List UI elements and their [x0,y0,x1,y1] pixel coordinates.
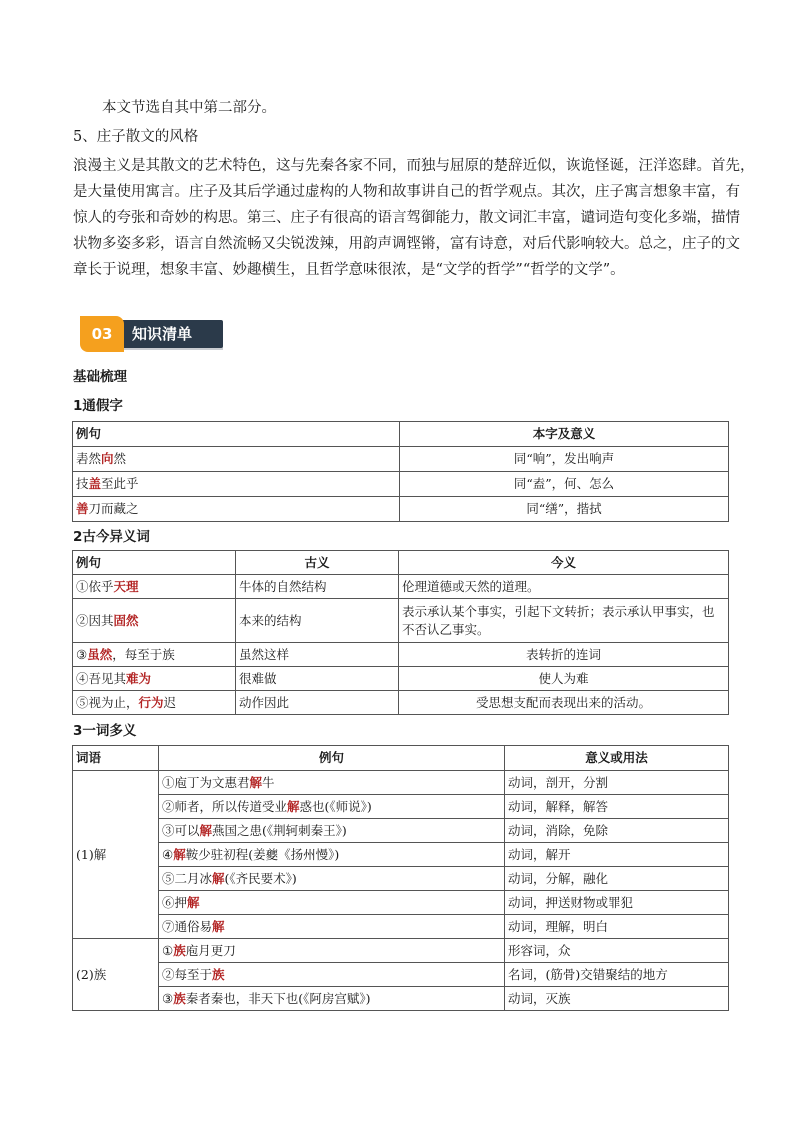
header-cell: 词语 [73,746,159,771]
example-text: 砉然 [76,451,102,466]
meaning-cell: 动词，消除，免除 [505,819,729,843]
example-text: ①庖丁为文惠君 [162,774,250,790]
modern-meaning-cell: 伦理道德或天然的道理。 [399,575,729,599]
example-cell [73,472,400,497]
example-text: 牛 [262,774,275,790]
example-text: 然 [113,451,127,466]
header-cell: 例句 [159,746,505,771]
example-cell [159,843,505,867]
word-cell: (2)族 [73,939,159,1011]
paragraph-line: 惊人的夸张和奇妙的构思。第三、庄子有很高的语言驾御能力，散文词汇丰富，谴词造句变化多端，描情 [73,210,740,226]
example-cell [73,575,236,599]
example-cell [73,691,236,715]
table-row [73,575,729,599]
highlight-word: 行为 [138,694,164,710]
highlight-word: 解 [212,918,225,934]
example-text: 至此乎 [101,476,139,491]
example-text: ②因其 [76,612,114,628]
table-row [73,843,729,867]
meaning-cell: 动词，解释，解答 [505,795,729,819]
meaning-cell: 动词，押送财物或罪犯 [505,891,729,915]
example-cell [159,771,505,795]
header-row [73,422,729,447]
highlight-word: 盖 [88,476,102,491]
highlight-word: 虽然 [87,646,113,662]
yici-heading: 3一词多义 [73,723,137,739]
table-row [73,891,729,915]
meaning-cell: 动词，理解，明白 [505,915,729,939]
example-cell [73,667,236,691]
table-row [73,667,729,691]
example-text: ③ [162,990,174,1006]
example-text: ④吾见其 [76,670,127,686]
highlight-word: 族 [212,966,225,982]
example-text: 庖月更刀 [185,942,236,958]
modern-meaning-cell: 表转折的连词 [399,643,729,667]
highlight-word: 向 [101,451,114,466]
example-cell [159,963,505,987]
intro-line: 本文节选自其中第二部分。 [102,100,276,116]
example-cell [73,497,400,522]
example-text: 迟 [163,694,177,710]
header-cell: 例句 [73,422,400,447]
highlight-word: 解 [287,798,300,814]
header-cell: 例句 [73,551,236,575]
paragraph-line: 章长于说理，想象丰富、妙趣横生，且哲学意味很浓，是“文学的哲学”“哲学的文学”。 [73,262,625,278]
example-cell [159,867,505,891]
example-text: 刀而藏之 [88,501,139,516]
modern-meaning-cell: 受思想支配而表现出来的活动。 [399,691,729,715]
example-text: 惑也(《师说》) [299,798,372,814]
highlight-word: 族 [173,942,186,958]
basics-heading: 基础梳理 [73,369,127,385]
example-cell [159,915,505,939]
modern-meaning-cell: 使人为难 [399,667,729,691]
header-cell: 古义 [236,551,399,575]
example-cell [159,819,505,843]
meaning-cell: 动词，剖开，分割 [505,771,729,795]
example-text: ④ [162,846,174,862]
highlight-word: 天理 [113,578,139,594]
example-text: ① [162,942,174,958]
example-cell [159,795,505,819]
table-row [73,771,729,795]
gujin-table [72,550,729,715]
example-text: ⑤视为止， [76,694,139,710]
highlight-word: 固然 [113,612,139,628]
meaning-cell: 动词，分解，融化 [505,867,729,891]
meaning-cell: 形容词，众 [505,939,729,963]
badge-number: 03 [91,325,113,343]
example-text: ③ [76,646,88,662]
header-cell: 本字及意义 [400,422,729,447]
table-row [73,963,729,987]
table-row [73,447,729,472]
example-cell [159,891,505,915]
paragraph-line: 是大量使用寓言。庄子及其后学通过虚构的人物和故事讲自己的哲学观点。其次，庄子寓言想象丰富，有 [73,184,740,200]
meaning-cell: 名词，(筋骨)交错聚结的地方 [505,963,729,987]
meaning-cell: 同“缮”，揩拭 [400,497,729,522]
example-text: ⑤二月冰 [162,870,213,886]
table-row [73,643,729,667]
example-text: ②师者，所以传道受业 [162,798,288,814]
highlight-word: 解 [199,822,213,838]
example-text: 秦者秦也，非天下也(《阿房宫赋》) [185,990,371,1006]
example-text: 鞍少驻初程(姜夔《扬州慢》) [185,846,340,862]
highlight-word: 解 [212,870,225,886]
highlight-word: 族 [173,990,186,1006]
example-cell [73,643,236,667]
yici-table [72,745,729,1011]
paragraph-line: 状物多姿多彩，语言自然流畅又尖锐泼辣，用韵声调铿锵，富有诗意，对后代影响较大。总之，庄子的文 [73,236,740,252]
example-cell [73,447,400,472]
section-heading: 5、庄子散文的风格 [73,129,199,145]
ancient-meaning-cell: 牛体的自然结构 [236,575,399,599]
header-row [73,551,729,575]
example-cell [73,599,236,643]
section-badge [80,316,223,352]
example-text: ②每至于 [162,966,213,982]
example-cell [159,939,505,963]
word-cell: (1)解 [73,771,159,939]
table-row [73,599,729,643]
table-row [73,987,729,1011]
style-paragraph [73,153,755,283]
example-text: ③可以 [162,822,200,838]
example-cell [159,987,505,1011]
example-text: ，每至于族 [112,646,175,662]
table-row [73,915,729,939]
paragraph-line: 浪漫主义是其散文的艺术特色，这与先秦各家不同，而独与屈原的楚辞近似，诙诡怪诞，汪洋恣肆。首先， [73,158,755,174]
ancient-meaning-cell: 很难做 [236,667,399,691]
tongjia-table [72,421,729,522]
table-row [73,867,729,891]
header-row [73,746,729,771]
table-row [73,939,729,963]
ancient-meaning-cell: 动作因此 [236,691,399,715]
meaning-cell: 动词，灭族 [505,987,729,1011]
example-text: 技 [76,476,89,491]
table-row [73,819,729,843]
table-row [73,497,729,522]
example-text: ⑦通俗易 [162,918,213,934]
highlight-word: 难为 [126,670,152,686]
modern-meaning-cell: 表示承认某个事实，引起下文转折；表示承认甲事实，也不否认乙事实。 [399,599,729,643]
header-cell: 今义 [399,551,729,575]
meaning-cell: 同“盍”，何、怎么 [400,472,729,497]
header-cell: 意义或用法 [505,746,729,771]
table-row [73,472,729,497]
table-row [73,795,729,819]
meaning-cell: 动词，解开 [505,843,729,867]
example-text: ①依乎 [76,578,114,594]
highlight-word: 解 [249,774,263,790]
tongjia-heading: 1通假字 [73,398,123,414]
table-row [73,691,729,715]
example-text: ⑥押 [162,894,188,910]
ancient-meaning-cell: 本来的结构 [236,599,399,643]
badge-title: 知识清单 [132,325,193,343]
meaning-cell: 同“响”，发出响声 [400,447,729,472]
example-text: (《齐民要术》) [224,870,297,886]
gujin-heading: 2古今异义词 [73,529,150,545]
ancient-meaning-cell: 虽然这样 [236,643,399,667]
example-text: 燕国之患(《荆轲刺秦王》) [212,822,347,838]
highlight-word: 解 [187,894,200,910]
highlight-word: 善 [76,501,89,516]
highlight-word: 解 [173,846,186,862]
